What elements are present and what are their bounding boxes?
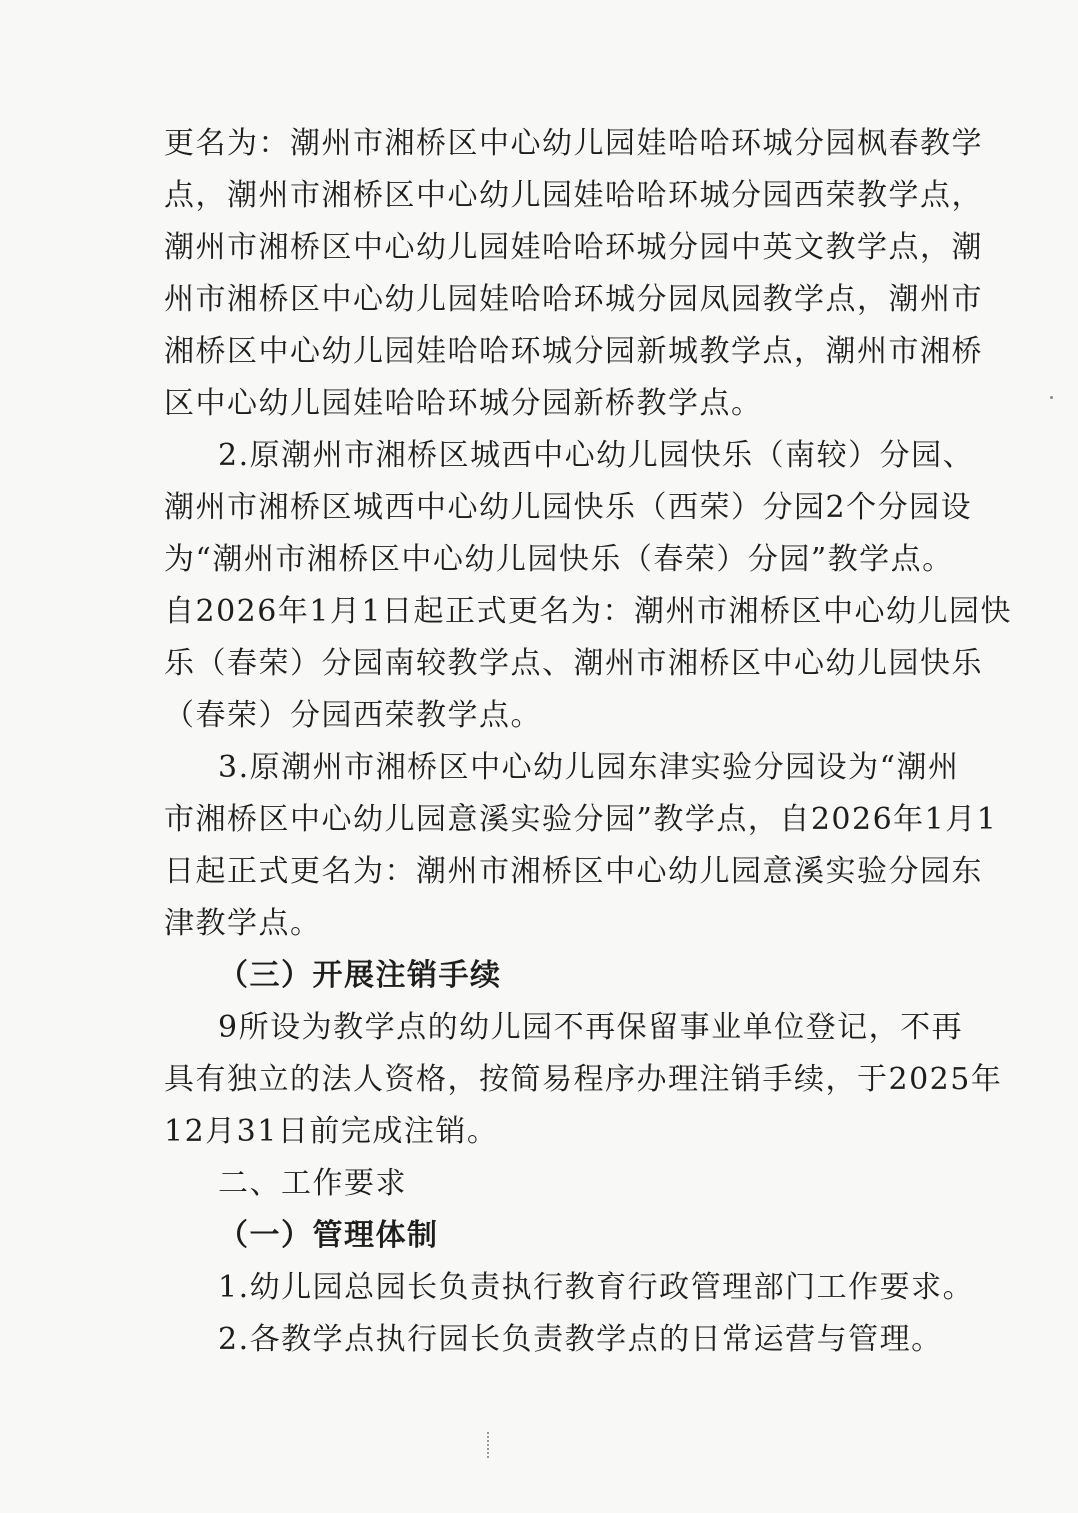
paragraph-line: 津教学点。 (164, 906, 322, 941)
paragraph-line: 为“潮州市湘桥区中心幼儿园快乐（春荣）分园”教学点。 (164, 542, 954, 577)
paragraph-line: 潮州市湘桥区城西中心幼儿园快乐（西荣）分园2个分园设 (164, 490, 973, 525)
item-2-first-line: 2.原潮州市湘桥区城西中心幼儿园快乐（南较）分园、 (218, 438, 975, 473)
paragraph-line: 市湘桥区中心幼儿园意溪实验分园”教学点，自2026年1月1 (164, 802, 998, 837)
section-heading-management-system: （一）管理体制 (218, 1218, 439, 1253)
paragraph-line: 州市湘桥区中心幼儿园娃哈哈环城分园凤园教学点，潮州市 (164, 282, 983, 317)
requirement-item-2: 2.各教学点执行园长负责教学点的日常运营与管理。 (218, 1322, 943, 1357)
paragraph-line: 湘桥区中心幼儿园娃哈哈环城分园新城教学点，潮州市湘桥 (164, 334, 983, 369)
paragraph-line: 区中心幼儿园娃哈哈环城分园新桥教学点。 (164, 386, 763, 421)
paragraph-line: 乐（春荣）分园南较教学点、潮州市湘桥区中心幼儿园快乐 (164, 646, 983, 681)
item-3-first-line: 3.原潮州市湘桥区中心幼儿园东津实验分园设为“潮州 (218, 750, 960, 785)
paragraph-line: 潮州市湘桥区中心幼儿园娃哈哈环城分园中英文教学点，潮 (164, 230, 983, 265)
paragraph-line: 具有独立的法人资格，按简易程序办理注销手续，于2025年 (164, 1062, 1003, 1097)
requirement-item-1: 1.幼儿园总园长负责执行教育行政管理部门工作要求。 (218, 1270, 975, 1305)
paragraph-line: 更名为：潮州市湘桥区中心幼儿园娃哈哈环城分园枫春教学 (164, 126, 983, 161)
scan-speck (1050, 396, 1053, 399)
paragraph-line: 12月31日前完成注销。 (164, 1114, 499, 1149)
section-heading-deregistration: （三）开展注销手续 (218, 958, 502, 993)
paragraph-line: 自2026年1月1日起正式更名为：潮州市湘桥区中心幼儿园快 (164, 594, 1013, 629)
paragraph-line: 9所设为教学点的幼儿园不再保留事业单位登记，不再 (218, 1010, 964, 1045)
paragraph-line: （春荣）分园西荣教学点。 (164, 698, 542, 733)
paragraph-line: 日起正式更名为：潮州市湘桥区中心幼儿园意溪实验分园东 (164, 854, 983, 889)
section-heading-work-requirements: 二、工作要求 (218, 1166, 407, 1201)
paragraph-line: 点，潮州市湘桥区中心幼儿园娃哈哈环城分园西荣教学点， (164, 178, 983, 213)
page-fold-mark (487, 1432, 491, 1458)
